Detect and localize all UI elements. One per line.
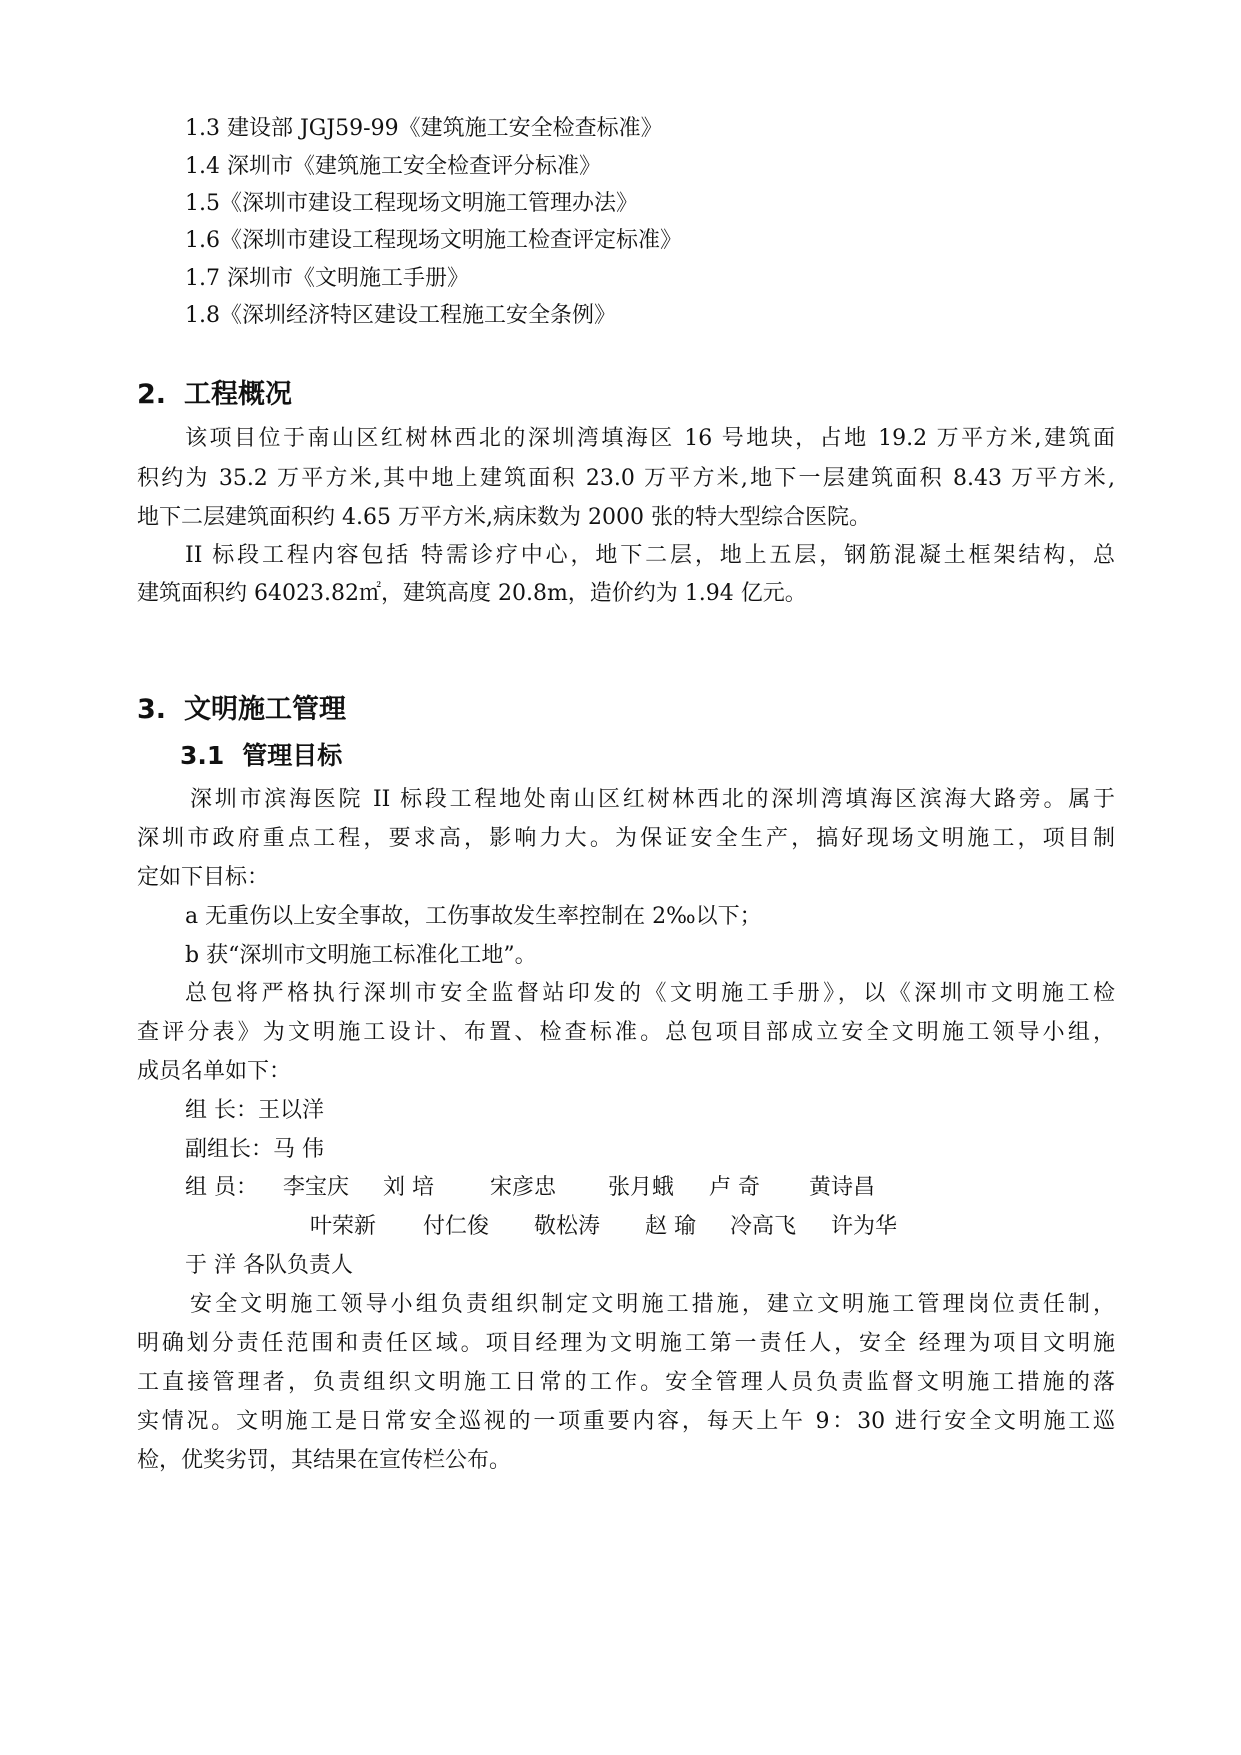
section-title: 文明施工管理 — [184, 694, 347, 725]
paragraph-line: 深圳市政府重点工程，要求高，影响力大。为保证安全生产，搞好现场文明施工，项目制 — [137, 826, 1115, 851]
member-name: 赵 瑜 — [645, 1214, 696, 1239]
paragraph-line: 明确划分责任范围和责任区域。项目经理为文明施工第一责任人，安全 经理为项目文明施 — [137, 1331, 1115, 1356]
paragraph-line: II 标段工程内容包括 特需诊疗中心，地下二层，地上五层，钢筋混凝土框架结构，总 — [185, 543, 1115, 568]
paragraph-line: 积约为 35.2 万平方米,其中地上建筑面积 23.0 万平方米,地下一层建筑面积 8.43 万平方米, — [137, 466, 1115, 491]
paragraph-line: 深圳市滨海医院 II 标段工程地处南山区红树林西北的深圳湾填海区滨海大路旁。属于 — [190, 787, 1115, 812]
paragraph-line: 总包将严格执行深圳市安全监督站印发的《文明施工手册》，以《深圳市文明施工检 — [185, 981, 1115, 1006]
subsection-number: 3.1 — [180, 741, 225, 770]
reference-item: 1.5《深圳市建设工程现场文明施工管理办法》 — [185, 191, 638, 216]
paragraph-line: 该项目位于南山区红树林西北的深圳湾填海区 16 号地块，占地 19.2 万平方米,建筑面 — [185, 426, 1115, 451]
member-name: 卢 奇 — [709, 1175, 760, 1200]
paragraph-line: 查评分表》为文明施工设计、布置、检查标准。总包项目部成立安全文明施工领导小组， — [137, 1020, 1115, 1045]
section-title: 工程概况 — [184, 379, 293, 410]
section-number: 3. — [137, 694, 167, 725]
subsection-title: 管理目标 — [242, 741, 343, 770]
subsection-heading — [180, 740, 342, 772]
member-name: 付仁俊 — [423, 1214, 490, 1239]
team-leader: 组 长：王以洋 — [185, 1098, 324, 1123]
members-row: 于 洋 各队负责人 — [185, 1253, 353, 1278]
member-name: 叶荣新 — [310, 1214, 377, 1239]
paragraph-line: 安全文明施工领导小组负责组织制定文明施工措施，建立文明施工管理岗位责任制， — [190, 1292, 1115, 1317]
reference-item: 1.8《深圳经济特区建设工程施工安全条例》 — [185, 303, 616, 328]
paragraph-line: 实情况。文明施工是日常安全巡视的一项重要内容，每天上午 9：30 进行安全文明施工巡 — [137, 1409, 1115, 1434]
member-name: 冷高飞 — [730, 1214, 797, 1239]
reference-item: 1.6《深圳市建设工程现场文明施工检查评定标准》 — [185, 228, 682, 253]
goal-item: b 获“深圳市文明施工标准化工地”。 — [185, 943, 537, 968]
section-number: 2. — [137, 379, 167, 410]
reference-item: 1.7 深圳市《文明施工手册》 — [185, 266, 469, 291]
member-name: 刘 培 — [383, 1175, 434, 1200]
member-name: 宋彦忠 — [490, 1175, 557, 1200]
member-name: 许为华 — [831, 1214, 898, 1239]
paragraph-line: 建筑面积约 64023.82㎡，建筑高度 20.8m，造价约为 1.94 亿元。 — [137, 581, 807, 606]
member-name: 李宝庆 — [283, 1175, 350, 1200]
reference-item: 1.4 深圳市《建筑施工安全检查评分标准》 — [185, 154, 601, 179]
paragraph-line: 地下二层建筑面积约 4.65 万平方米,病床数为 2000 张的特大型综合医院。 — [137, 505, 871, 530]
reference-item: 1.3 建设部 JGJ59-99《建筑施工安全检查标准》 — [185, 116, 663, 141]
member-name: 敬松涛 — [534, 1214, 601, 1239]
paragraph-line: 成员名单如下： — [137, 1059, 292, 1084]
section-heading — [137, 378, 292, 412]
members-label: 组 员： — [185, 1175, 258, 1200]
member-name: 张月蛾 — [608, 1175, 675, 1200]
members-row — [185, 1213, 985, 1241]
team-deputy: 副组长：马 伟 — [185, 1137, 324, 1162]
paragraph-line: 工直接管理者，负责组织文明施工日常的工作。安全管理人员负责监督文明施工措施的落 — [137, 1370, 1115, 1395]
member-name: 黄诗昌 — [809, 1175, 876, 1200]
members-row — [185, 1174, 985, 1202]
paragraph-line: 检，优奖劣罚，其结果在宣传栏公布。 — [137, 1448, 512, 1473]
section-heading — [137, 693, 346, 727]
goal-item: a 无重伤以上安全事故，工伤事故发生率控制在 2‰以下； — [185, 904, 762, 929]
paragraph-line: 定如下目标： — [137, 865, 270, 890]
